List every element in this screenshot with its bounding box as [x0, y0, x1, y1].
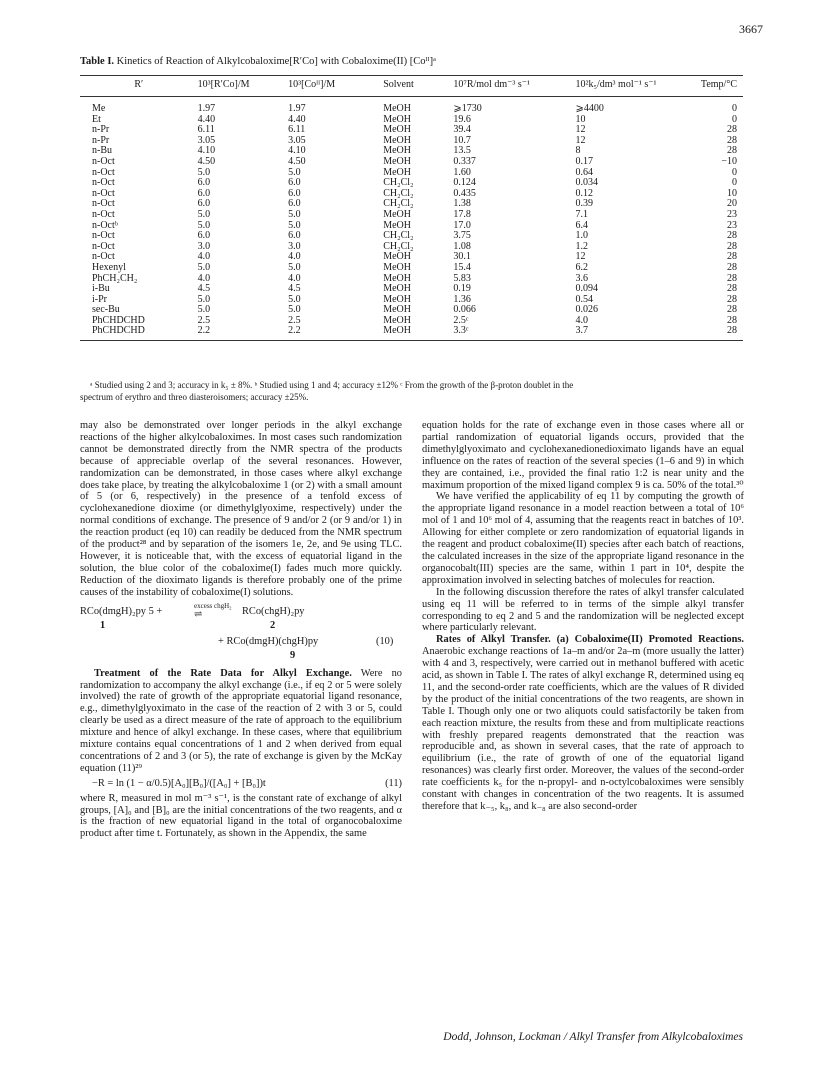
- cell-k5: 12: [575, 124, 586, 136]
- cell-rate: 5.83: [453, 272, 471, 284]
- cell-coii-conc: 5.0: [288, 304, 301, 316]
- cell-rate: 0.066: [453, 304, 476, 316]
- cell-rate: 0.337: [453, 155, 476, 167]
- cell-k5: 6.4: [575, 219, 589, 231]
- table-row: [80, 157, 743, 168]
- cell-temp: 10: [727, 187, 737, 199]
- cell-solvent: MeOH: [383, 113, 411, 125]
- table-row: [80, 146, 743, 157]
- col-header-solvent: Solvent: [383, 76, 453, 97]
- cell-rate: 15.4: [453, 261, 471, 273]
- cell-rate: 2.5ᶜ: [453, 314, 469, 326]
- cell-temp: 28: [727, 304, 737, 316]
- cell-r: n-Oct: [92, 155, 115, 167]
- table-row: [80, 136, 743, 147]
- cell-temp: 28: [727, 293, 737, 305]
- cell-rco-conc: 6.0: [197, 198, 211, 210]
- table-row: [80, 316, 743, 327]
- col-header-rate: 10⁷R/mol dm⁻³ s⁻¹: [453, 76, 575, 97]
- table-header-row: [80, 76, 743, 97]
- cell-rco-conc: 3.0: [197, 240, 211, 252]
- cell-rco-conc: 4.0: [197, 272, 211, 284]
- cell-coii-conc: 3.05: [288, 134, 306, 146]
- eq11-formula: −R = ln (1 − α/0.5)[A₀][B₀]/([A₀] + [B₀])t: [92, 777, 266, 789]
- cell-temp: 0: [732, 113, 737, 125]
- cell-temp: 28: [727, 240, 737, 252]
- cell-solvent: CH₂Cl₂: [383, 198, 414, 210]
- cell-rate: 3.3ᶜ: [453, 326, 575, 340]
- cell-rate: 1.36: [453, 293, 471, 305]
- right-column: [422, 420, 744, 813]
- cell-r: sec-Bu: [92, 304, 120, 316]
- table-row: [80, 274, 743, 285]
- kinetics-table: [80, 75, 743, 341]
- cell-solvent: MeOH: [383, 219, 411, 231]
- table-row: [80, 305, 743, 316]
- cell-solvent: MeOH: [383, 251, 411, 263]
- cell-k5: 8: [575, 145, 581, 157]
- table-body: [80, 97, 743, 341]
- table-label: Table I.: [80, 56, 115, 67]
- cell-solvent: CH₂Cl₂: [383, 240, 414, 252]
- cell-temp: 28: [727, 283, 737, 295]
- table-title: Kinetics of Reaction of Alkylcobaloxime[R′Co] with Cobaloxime(II) [Coᴵᴵ]ᵃ: [116, 56, 437, 67]
- cell-r: n-Oct: [92, 177, 115, 189]
- page-number: 3667: [739, 22, 763, 36]
- cell-coii-conc: 2.2: [288, 326, 383, 340]
- cell-solvent: MeOH: [383, 134, 411, 146]
- eq10-product: RCo(chgH)₂py: [242, 605, 305, 617]
- running-footer: Dodd, Johnson, Lockman / Alkyl Transfer from Alkylcobaloximes: [443, 1031, 743, 1043]
- cell-r: n-Oct: [92, 198, 115, 210]
- table-row: [80, 295, 743, 306]
- cell-rco-conc: 5.0: [197, 166, 211, 178]
- cell-coii-conc: 4.40: [288, 113, 306, 125]
- cell-solvent: MeOH: [383, 326, 453, 340]
- cell-coii-conc: 4.50: [288, 155, 306, 167]
- cell-coii-conc: 5.0: [288, 166, 301, 178]
- cell-r: i-Bu: [92, 283, 110, 295]
- left-paragraph-2: [80, 668, 402, 775]
- eq10-arrow: ⇌: [194, 608, 202, 620]
- cell-coii-conc: 6.0: [288, 230, 301, 242]
- eq10-product-2: + RCo(dmgH)(chgH)py: [218, 635, 319, 647]
- cell-temp: −10: [721, 155, 737, 167]
- cell-rco-conc: 6.0: [197, 177, 211, 189]
- cell-temp: 0: [732, 103, 737, 114]
- section-heading-treatment: Treatment of the Rate Data for Alkyl Exchange.: [94, 667, 352, 679]
- left-paragraph-1: may also be demonstrated over longer periods in the alkyl exchange reactions of the higher alkylcobaloximes. In most cases such randomization cannot be demonstrated directly from the NMR spectra of the products because of appreciable overlap of the several resonances. However, randomization can be demonstrated, in those cases where alkyl exchange does take place, by treating the alkylcobaloxime 1 (or 2) with a small amount of 5 (or 6, respectively) in the presence of a tenfold excess of cyclohexanedione dioxime (or dimethylglyoxime, respectively) under the normal conditions of exchange. The presence of 9 and/or 2 (or 9 and/or 1) in the reaction product (eq 10) can readily be deduced from the NMR spectrum of the product²⁸ and by separation of the isomers 1e, 2e, and 9e using TLC. However, it is noticeable that, with the excess of equatorial ligand in the solution, the blue color of the cobaloxime(I) fades much more quickly. Reduction of the dioximato ligands is therefore probably one of the prime causes of the instability of cobaloxime(I) solutions.: [80, 420, 402, 598]
- cell-r: n-Octᵇ: [92, 219, 118, 231]
- cell-temp: 28: [727, 261, 737, 273]
- cell-temp: 28: [727, 314, 737, 326]
- col-header-temp: Temp/°C: [677, 76, 743, 97]
- cell-r: PhCHDCHD: [80, 326, 198, 340]
- cell-k5: 3.6: [575, 272, 589, 284]
- cell-coii-conc: 4.0: [288, 272, 301, 284]
- cell-temp: 28: [727, 124, 737, 136]
- cell-k5: 1.0: [575, 230, 589, 242]
- cell-r: PhCHDCHD: [92, 314, 145, 326]
- col-header-rco: 10³[R′Co]/M: [198, 76, 289, 97]
- eq10-reactant: RCo(dmgH)₂py 5 +: [80, 605, 163, 617]
- cell-k5: 12: [575, 134, 586, 146]
- table-row: [80, 199, 743, 210]
- cell-rco-conc: 4.0: [197, 251, 211, 263]
- cell-k5: 4.0: [575, 314, 589, 326]
- cell-coii-conc: 6.0: [288, 177, 301, 189]
- cell-k5: 0.026: [575, 304, 599, 316]
- equation-10: [80, 600, 402, 662]
- cell-rate: 10.7: [453, 134, 471, 146]
- cell-rate: 1.60: [453, 166, 471, 178]
- cell-temp: 23: [727, 208, 737, 220]
- right-paragraph-4: [422, 634, 744, 813]
- cell-k5: ⩾4400: [575, 103, 604, 114]
- left-paragraph-2-text: Were no randomization to accompany the alkyl exchange (i.e., if eq 2 or 5 were solely involved) the rate of growth of the appropriate equatorial ligand resonance, e.g., dimethylglyoximato in the case of the reaction of 2 with 3 or 5, could clearly be used as a direct measure of the rate of approach to the equilibrium mixture and hence of alkyl exchange. In these cases, where that equilibrium mixture contains equal concentrations of 1 and 2 when derived from equal concentrations of 2 and 3 (or 5), the rate of exchange is given by the McKay equation (11)²⁹: [80, 667, 403, 774]
- cell-solvent: CH₂Cl₂: [383, 187, 414, 199]
- cell-rate: ⩾1730: [453, 103, 482, 114]
- footnote-line-2: spectrum of erythro and threo diasteroisomers; accuracy ±25%.: [80, 391, 309, 402]
- cell-rate: 3.75: [453, 230, 471, 242]
- cell-temp: 28: [727, 251, 737, 263]
- table-caption: [80, 56, 436, 67]
- cell-temp: 28: [727, 230, 737, 242]
- cell-rco-conc: 4.5: [197, 283, 211, 295]
- table-footnotes: [80, 380, 745, 403]
- cell-k5: 0.64: [575, 166, 594, 178]
- eq10-tag: (10): [376, 635, 394, 647]
- cell-rate: 19.6: [453, 113, 471, 125]
- cell-temp: 0: [732, 166, 737, 178]
- cell-solvent: MeOH: [383, 124, 411, 136]
- cell-k5: 6.2: [575, 261, 589, 273]
- cell-solvent: MeOH: [383, 155, 411, 167]
- cell-coii-conc: 6.11: [288, 124, 306, 136]
- cell-solvent: MeOH: [383, 261, 411, 273]
- cell-k5: 0.034: [575, 177, 599, 189]
- cell-temp: 0: [732, 177, 737, 189]
- eq10-label-1: 1: [100, 619, 106, 631]
- cell-r: n-Pr: [92, 124, 110, 136]
- left-column: [80, 420, 402, 840]
- cell-rco-conc: 6.0: [197, 187, 211, 199]
- cell-solvent: MeOH: [383, 304, 411, 316]
- cell-k5: 0.17: [575, 155, 594, 167]
- cell-temp: 23: [727, 219, 737, 231]
- cell-rate: 39.4: [453, 124, 471, 136]
- cell-coii-conc: 4.0: [288, 251, 301, 263]
- table-row: [80, 284, 743, 295]
- cell-r: n-Oct: [92, 230, 115, 242]
- table-row: [80, 97, 743, 115]
- cell-k5: 3.7: [576, 326, 678, 340]
- cell-solvent: MeOH: [383, 166, 411, 178]
- cell-r: n-Bu: [92, 145, 112, 157]
- table-row: [80, 263, 743, 274]
- cell-solvent: MeOH: [383, 208, 411, 220]
- table-row: [80, 252, 743, 263]
- equation-11: [80, 778, 402, 790]
- right-paragraph-1: equation holds for the rate of exchange even in those cases where all or partial randomization of equatorial ligands occurs, provided that the dimethylglyoximato and cyclohexanedionedioximato ligands have an equal influence on the rates of reaction of the several species (1–6 and 9) in which they are contained, i.e., provided the final ratio 1:2 is near unity and the maximum proportion of the mixed ligand complex 9 is ca. 50% of the total.³⁰: [422, 420, 744, 491]
- cell-rco-conc: 4.40: [197, 113, 216, 125]
- cell-coii-conc: 4.10: [288, 145, 306, 157]
- cell-r: n-Oct: [92, 251, 115, 263]
- cell-k5: 0.39: [575, 198, 594, 210]
- cell-r: n-Oct: [92, 187, 115, 199]
- cell-rco-conc: 4.50: [197, 155, 216, 167]
- cell-k5: 0.12: [575, 187, 594, 199]
- cell-rco-conc: 5.0: [197, 304, 211, 316]
- cell-rate: 1.38: [453, 198, 471, 210]
- cell-coii-conc: 4.5: [288, 283, 301, 295]
- eq11-tag: (11): [385, 777, 402, 789]
- cell-temp: 28: [677, 326, 743, 340]
- cell-r: PhCH₂CH₂: [92, 272, 138, 284]
- cell-solvent: MeOH: [383, 283, 411, 295]
- cell-rco-conc: 5.0: [197, 219, 211, 231]
- eq10-label-9: 9: [290, 649, 296, 661]
- cell-r: Hexenyl: [92, 261, 126, 273]
- cell-rco-conc: 6.11: [197, 124, 215, 136]
- cell-r: n-Pr: [92, 134, 110, 146]
- cell-rate: 1.08: [453, 240, 471, 252]
- right-paragraph-4-text: Anaerobic exchange reactions of 1a–m and/or 2a–m (more usually the latter) with 4 and 3, respectively, were carried out in methanol buffered with acetic acid, as shown in Table I. The rates of alkyl exchange R, determined using eq 11, and the second-order rate coefficients, which are the values of R divided by the product of the initial concentrations of the two reagents, are shown in Table I. Though only one or two aliquots could satisfactorily be taken from each reaction mixture, the results from these and from multiplicate reactions with freshly prepared reagents demonstrated that the reaction was reproducible and, as shown in several cases, that the rate of approach to equilibrium (i.e., the rate of growth of one of the equatorial ligand resonances) was clearly first order. Moreover, the values of the second-order rate coefficients k₅ for the n-propyl- and n-octylcobaloximes were sensibly constant with changes in concentration of the two reagents. It is assumed therefore that k₋₅, k₈, and k₋₈ are also second-order: [422, 646, 744, 812]
- cell-k5: 7.1: [575, 208, 589, 220]
- cell-solvent: MeOH: [383, 103, 411, 114]
- cell-solvent: CH₂Cl₂: [383, 177, 414, 189]
- cell-rate: 30.1: [453, 251, 471, 263]
- cell-temp: 28: [727, 134, 737, 146]
- cell-r: n-Oct: [92, 240, 115, 252]
- cell-k5: 1.2: [575, 240, 589, 252]
- cell-rco-conc: 1.97: [197, 103, 216, 114]
- cell-temp: 28: [727, 272, 737, 284]
- cell-k5: 10: [575, 113, 586, 125]
- cell-r: Me: [92, 103, 106, 114]
- table-row: [80, 210, 743, 221]
- cell-solvent: MeOH: [383, 272, 411, 284]
- eq10-label-2: 2: [270, 619, 276, 631]
- cell-solvent: MeOH: [383, 293, 411, 305]
- cell-r: n-Oct: [92, 166, 115, 178]
- cell-rco-conc: 3.05: [197, 134, 216, 146]
- cell-rate: 0.19: [453, 283, 471, 295]
- table-row: [80, 115, 743, 126]
- cell-rate: 0.124: [453, 177, 476, 189]
- section-heading-rates: Rates of Alkyl Transfer. (a) Cobaloxime(II) Promoted Reactions.: [436, 634, 744, 646]
- cell-k5: 12: [575, 251, 586, 263]
- footnote-line-1: ᵃ Studied using 2 and 3; accuracy in k₅ ± 8%. ᵇ Studied using 1 and 4; accuracy ±12% ᶜ From the growth of the β-proton doublet in the: [90, 380, 574, 390]
- cell-rate: 13.5: [453, 145, 471, 157]
- table-row: [80, 242, 743, 253]
- cell-k5: 0.54: [575, 293, 594, 305]
- cell-temp: 28: [727, 145, 737, 157]
- cell-temp: 20: [727, 198, 737, 210]
- cell-rco-conc: 6.0: [197, 230, 211, 242]
- col-header-coii: 10³[Coᴵᴵ]/M: [288, 76, 383, 97]
- left-paragraph-3: where R, measured in mol m⁻³ s⁻¹, is the constant rate of exchange of alkyl groups, [A]₀ and [B]₀ are the initial concentrations of the two reagents, and α is the fraction of new equatorial ligand in the total of organocobaloxime product after time t. Fortunately, as shown in the Appendix, the same: [80, 792, 402, 840]
- cell-rco-conc: 5.0: [197, 208, 211, 220]
- cell-coii-conc: 2.5: [288, 314, 301, 326]
- cell-solvent: MeOH: [383, 145, 411, 157]
- cell-coii-conc: 5.0: [288, 293, 301, 305]
- eq10-arrow-label: excess chgH₂: [194, 601, 232, 610]
- cell-rate: 17.8: [453, 208, 471, 220]
- cell-coii-conc: 3.0: [288, 240, 301, 252]
- cell-rco-conc: 4.10: [197, 145, 216, 157]
- cell-coii-conc: 1.97: [288, 103, 306, 114]
- cell-coii-conc: 5.0: [288, 261, 301, 273]
- cell-coii-conc: 5.0: [288, 208, 301, 220]
- cell-rco-conc: 2.5: [197, 314, 211, 326]
- table-row: [80, 326, 743, 340]
- cell-rco-conc: 5.0: [197, 261, 211, 273]
- cell-r: Et: [92, 113, 101, 125]
- cell-solvent: CH₂Cl₂: [383, 230, 414, 242]
- cell-r: i-Pr: [92, 293, 107, 305]
- right-paragraph-3: In the following discussion therefore the rates of alkyl transfer calculated using eq 11 will be referred to in terms of the simple alkyl transfer corresponding to eq 2 and 5 and the randomization will be neglected except where particularly relevant.: [422, 586, 744, 634]
- cell-solvent: MeOH: [383, 314, 411, 326]
- cell-coii-conc: 6.0: [288, 198, 301, 210]
- cell-rco-conc: 5.0: [197, 293, 211, 305]
- col-header-k5: 10²k₅/dm³ mol⁻¹ s⁻¹: [576, 76, 678, 97]
- cell-k5: 0.094: [575, 283, 599, 295]
- cell-coii-conc: 6.0: [288, 187, 301, 199]
- table-row: [80, 125, 743, 136]
- cell-coii-conc: 5.0: [288, 219, 301, 231]
- cell-r: n-Oct: [92, 208, 115, 220]
- cell-rate: 0.435: [453, 187, 476, 199]
- col-header-r: R′: [80, 76, 198, 97]
- cell-rate: 17.0: [453, 219, 471, 231]
- right-paragraph-2: We have verified the applicability of eq 11 by computing the growth of the appropriate ligand resonance in a model reaction between a total of 10⁶ mol of 1 and 10⁶ mol of 4, assuming that the reagents react in batches of 10³. Allowing for either complete or zero randomization of equatorial ligands in the reagent and product cobaloxime(II) species after each batch of reactions, the calculated increases in the size of the appropriate ligand resonance in the organocobalt(III) species are the same, within 1 part in 10⁴, despite the approximation involved in selecting batches of molecules for reaction.: [422, 491, 744, 586]
- cell-rco-conc: 2.2: [198, 326, 289, 340]
